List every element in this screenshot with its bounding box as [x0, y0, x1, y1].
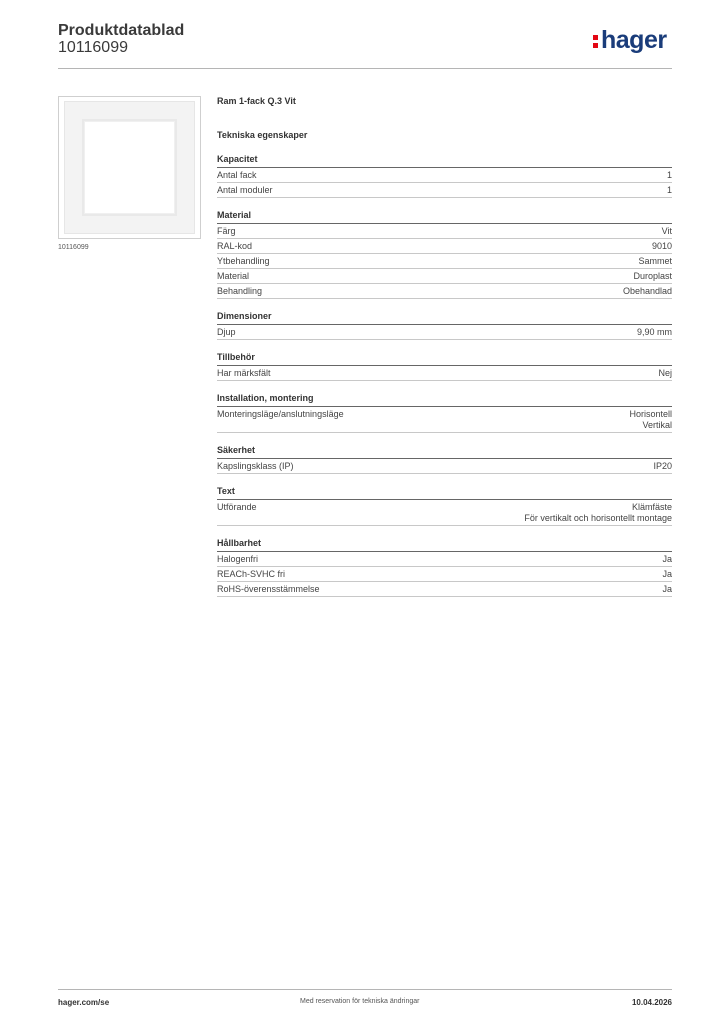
spec-value-line: Ja [662, 569, 672, 579]
spec-value [662, 554, 672, 565]
spec-content [217, 96, 672, 597]
section-title: Installation, montering [217, 393, 672, 407]
spec-label: Halogenfri [217, 554, 259, 564]
properties-title: Tekniska egenskaper [217, 130, 308, 140]
spec-value [652, 241, 672, 252]
spec-label: Utförande [217, 502, 257, 512]
product-image [58, 96, 201, 239]
hager-logo[interactable] [593, 26, 667, 55]
spec-row [217, 254, 672, 269]
spec-section [217, 352, 672, 381]
spec-label: Monteringsläge/anslutningsläge [217, 409, 344, 419]
spec-value-line: Klämfäste [631, 502, 672, 512]
spec-value-line: Horisontell [629, 409, 672, 419]
spec-section [217, 210, 672, 299]
spec-label: Behandling [217, 286, 263, 296]
spec-label: Antal moduler [217, 185, 273, 195]
spec-sections [217, 154, 672, 597]
spec-value-line: Duroplast [633, 271, 672, 281]
spec-label: Färg [217, 226, 236, 236]
spec-value [623, 286, 672, 297]
section-title: Kapacitet [217, 154, 672, 168]
section-title: Tillbehör [217, 352, 672, 366]
spec-row [217, 582, 672, 597]
spec-label: Djup [217, 327, 236, 337]
spec-value-line: 9,90 mm [636, 327, 672, 337]
spec-row [217, 224, 672, 239]
spec-value-line: Obehandlad [622, 286, 672, 296]
spec-value [633, 271, 672, 282]
footer-date: 10.04.2026 [631, 998, 672, 1007]
spec-value-line: Ja [662, 554, 672, 564]
spec-value [629, 409, 672, 431]
spec-label: RoHS-överensstämmelse [217, 584, 320, 594]
spec-value [638, 256, 672, 267]
section-title: Hållbarhet [217, 538, 672, 552]
header-divider [58, 68, 672, 69]
spec-value-line: 1 [666, 185, 672, 195]
footer-website-link[interactable]: hager.com/se [58, 998, 110, 1007]
spec-value [637, 327, 672, 338]
spec-value-line: IP20 [653, 461, 672, 471]
spec-row [217, 239, 672, 254]
spec-section [217, 486, 672, 526]
spec-value [662, 569, 672, 580]
spec-label: RAL-kod [217, 241, 253, 251]
spec-value-line: Vit [661, 226, 672, 236]
spec-value-line: Ja [662, 584, 672, 594]
spec-row [217, 325, 672, 340]
spec-row [217, 500, 672, 526]
spec-row [217, 168, 672, 183]
spec-value-line: Nej [658, 368, 672, 378]
frame-opening [84, 121, 175, 214]
spec-section [217, 393, 672, 433]
spec-value-line: 1 [666, 170, 672, 180]
spec-value [667, 185, 672, 196]
logo-text: hager [601, 26, 667, 54]
spec-value [524, 502, 672, 524]
spec-row [217, 567, 672, 582]
section-title: Säkerhet [217, 445, 672, 459]
spec-section [217, 154, 672, 198]
spec-label: Har märksfält [217, 368, 271, 378]
product-number: 10116099 [58, 39, 128, 56]
spec-section [217, 445, 672, 474]
spec-value-line: För vertikalt och horisontellt montage [524, 513, 672, 523]
spec-row [217, 459, 672, 474]
spec-value [658, 368, 672, 379]
spec-value [662, 584, 672, 595]
spec-value-line: Vertikal [642, 420, 672, 430]
section-title: Text [217, 486, 672, 500]
footer-divider [58, 989, 672, 990]
page-title: Produktdatablad [58, 22, 185, 39]
spec-section [217, 538, 672, 597]
spec-label: Material [217, 271, 250, 281]
spec-row [217, 407, 672, 433]
spec-label: REACh-SVHC fri [217, 569, 286, 579]
spec-value-line: Sammet [638, 256, 672, 266]
product-name: Ram 1-fack Q.3 Vit [217, 96, 296, 106]
spec-row [217, 366, 672, 381]
spec-row [217, 183, 672, 198]
section-title: Material [217, 210, 672, 224]
logo-colon-icon [593, 31, 599, 49]
spec-row [217, 552, 672, 567]
spec-section [217, 311, 672, 340]
section-title: Dimensioner [217, 311, 672, 325]
spec-label: Antal fack [217, 170, 257, 180]
spec-row [217, 284, 672, 299]
frame-outer [64, 101, 195, 234]
spec-label: Kapslingsklass (IP) [217, 461, 294, 471]
spec-value-line: 9010 [651, 241, 672, 251]
spec-label: Ytbehandling [217, 256, 270, 266]
spec-row [217, 269, 672, 284]
spec-value [667, 170, 672, 181]
image-caption: 10116099 [58, 244, 89, 251]
footer-disclaimer: Med reservation för tekniska ändringar [300, 998, 420, 1005]
spec-value [662, 226, 672, 237]
spec-value [653, 461, 672, 472]
